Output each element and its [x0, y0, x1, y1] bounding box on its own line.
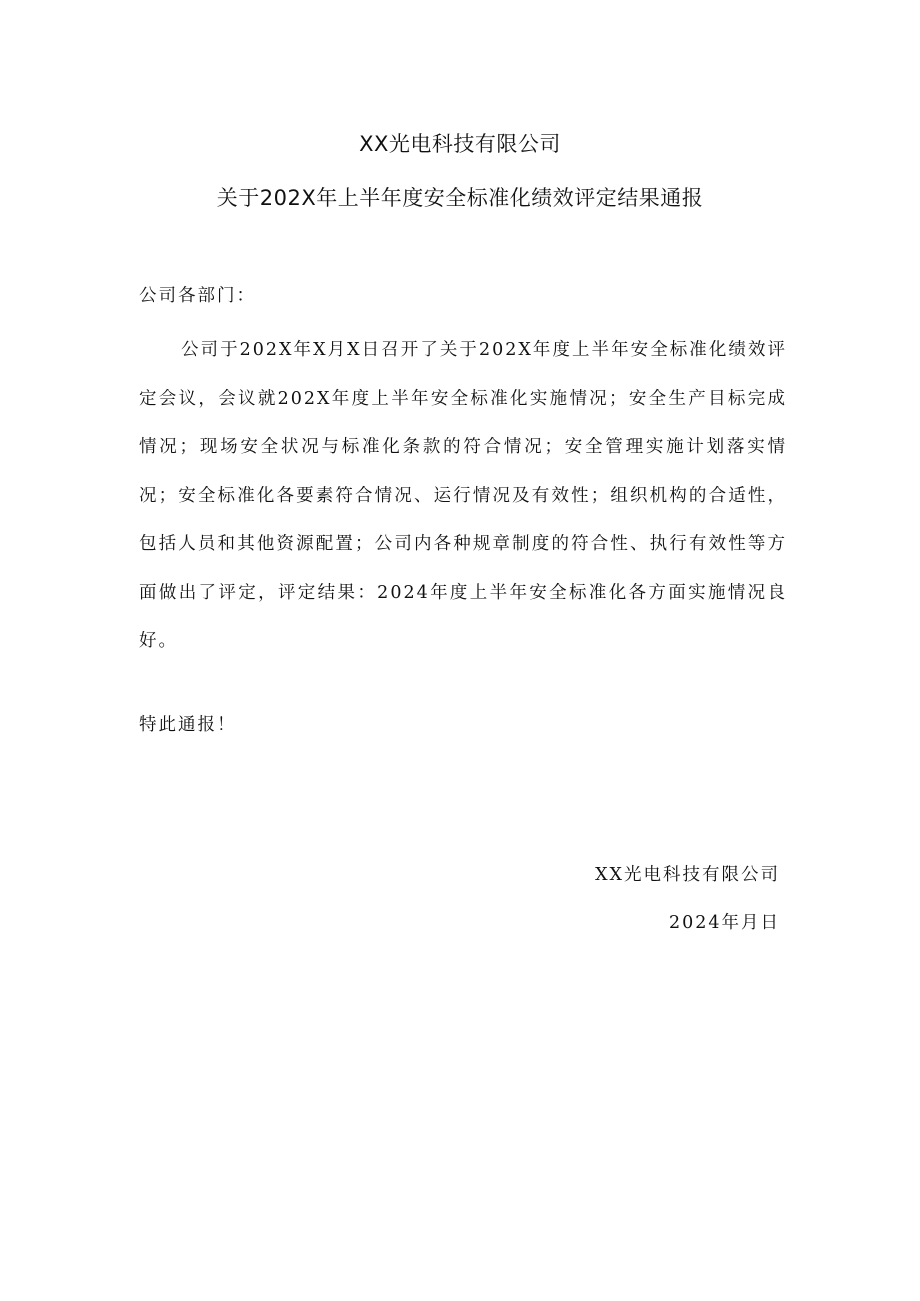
closing-line: 特此通报！ — [139, 715, 237, 735]
signature-date: 2024年月日 — [668, 913, 780, 933]
company-title: XX光电科技有限公司 — [359, 132, 561, 156]
notice-title: 关于202X年上半年度安全标准化绩效评定结果通报 — [216, 186, 704, 210]
signature-company: XX光电科技有限公司 — [595, 865, 780, 885]
body-paragraph: 公司于202X年X月X日召开了关于202X年度上半年安全标准化绩效评定会议，会议就202X年度上半年安全标准化实施情况；安全生产目标完成情况；现场安全状况与标准化条款的符合情况；安全管理实施计划落实情况；安全标准化各要素符合情况、运行情况及有效性；组织机构的合适性，包括人员和其他资源配置；公司内各种规章制度的符合性、执行有效性等方面做出了评定，评定结果：2024年度上半年安全标准化各方面实施情况良好。 — [139, 340, 787, 651]
salutation: 公司各部门： — [139, 286, 256, 306]
